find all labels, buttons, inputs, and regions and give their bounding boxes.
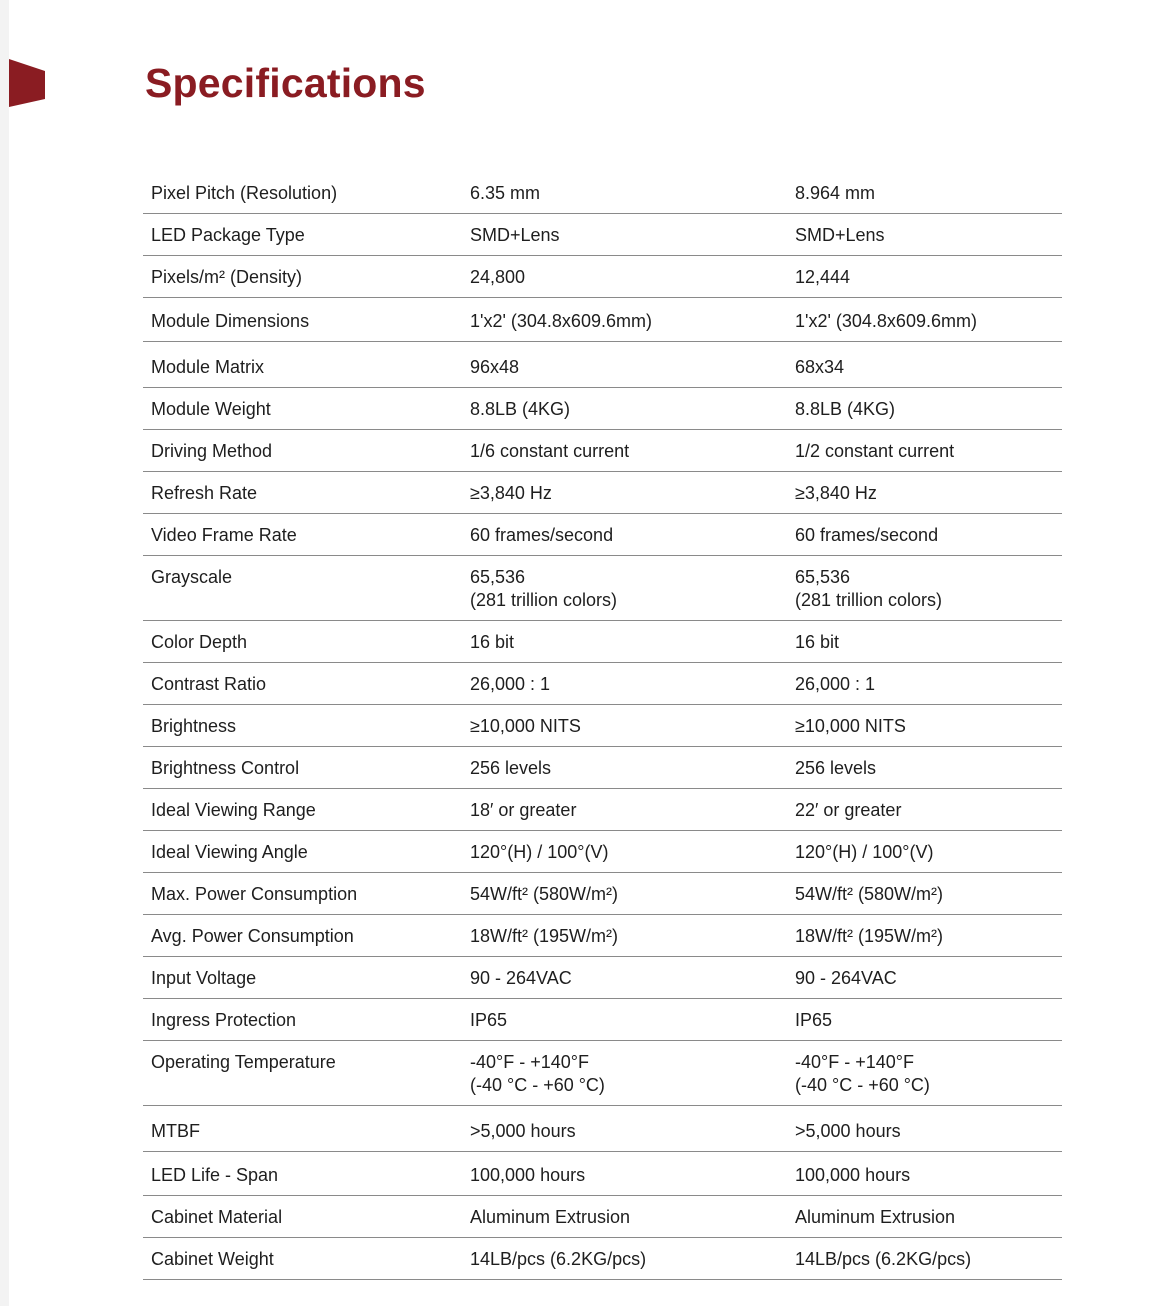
spec-row	[143, 663, 1062, 705]
spec-label: Module Weight	[143, 388, 462, 430]
spec-value-line: 60 frames/second	[470, 525, 614, 545]
spec-value-line: (-40 °C - +60 °C)	[470, 1075, 605, 1095]
spec-value-model-2	[787, 873, 1062, 915]
spec-value-line: 16 bit	[470, 632, 515, 652]
spec-label: Avg. Power Consumption	[143, 915, 462, 957]
spec-value-line: 65,536	[795, 567, 851, 587]
spec-value-model-1	[462, 915, 787, 957]
spec-value-line: 8.964 mm	[795, 183, 876, 203]
spec-label: Module Dimensions	[143, 298, 462, 342]
spec-label: Max. Power Consumption	[143, 873, 462, 915]
spec-value-model-1	[462, 430, 787, 472]
spec-table	[143, 172, 1062, 1280]
spec-label: Brightness	[143, 705, 462, 747]
spec-row	[143, 172, 1062, 214]
spec-label: Ideal Viewing Range	[143, 789, 462, 831]
spec-value-line: (281 trillion colors)	[795, 590, 943, 610]
spec-row	[143, 957, 1062, 999]
spec-label: Pixels/m² (Density)	[143, 256, 462, 298]
spec-value-line: (281 trillion colors)	[470, 590, 618, 610]
spec-label: Driving Method	[143, 430, 462, 472]
spec-value-line: 24,800	[470, 267, 526, 287]
spec-value-model-1	[462, 831, 787, 873]
spec-row	[143, 873, 1062, 915]
spec-row	[143, 789, 1062, 831]
spec-value-line: (-40 °C - +60 °C)	[795, 1075, 930, 1095]
spec-row	[143, 514, 1062, 556]
spec-value-line: Aluminum Extrusion	[470, 1207, 631, 1227]
spec-value-model-2	[787, 1196, 1062, 1238]
spec-value-model-1	[462, 621, 787, 663]
spec-value-line: 256 levels	[470, 758, 552, 778]
spec-row	[143, 621, 1062, 663]
spec-value-line: 18W/ft² (195W/m²)	[795, 926, 944, 946]
spec-value-model-1	[462, 1152, 787, 1196]
spec-label: Contrast Ratio	[143, 663, 462, 705]
spec-value-line: 14LB/pcs (6.2KG/pcs)	[470, 1249, 647, 1269]
spec-label: Ideal Viewing Angle	[143, 831, 462, 873]
spec-label: LED Package Type	[143, 214, 462, 256]
spec-value-model-2	[787, 298, 1062, 342]
page-title: Specifications	[145, 60, 426, 106]
spec-value-line: 100,000 hours	[470, 1165, 586, 1185]
spec-value-line: 8.8LB (4KG)	[795, 399, 896, 419]
spec-row	[143, 1238, 1062, 1280]
page-edge-strip	[0, 0, 9, 1306]
spec-value-line: IP65	[470, 1010, 508, 1030]
spec-value-line: 1'x2' (304.8x609.6mm)	[795, 311, 977, 331]
spec-row	[143, 214, 1062, 256]
spec-value-model-2	[787, 1238, 1062, 1280]
spec-value-model-1	[462, 1041, 787, 1106]
spec-value-model-1	[462, 705, 787, 747]
spec-label: Input Voltage	[143, 957, 462, 999]
spec-row	[143, 1106, 1062, 1152]
spec-row	[143, 342, 1062, 388]
spec-table-body	[143, 172, 1062, 1280]
spec-value-model-2	[787, 342, 1062, 388]
spec-value-model-2	[787, 556, 1062, 621]
spec-value-line: 22′ or greater	[795, 800, 902, 820]
spec-value-line: 12,444	[795, 267, 851, 287]
spec-value-model-2	[787, 663, 1062, 705]
spec-value-line: 18′ or greater	[470, 800, 577, 820]
spec-label: LED Life - Span	[143, 1152, 462, 1196]
spec-row	[143, 999, 1062, 1041]
spec-label: Pixel Pitch (Resolution)	[143, 172, 462, 214]
spec-value-model-1	[462, 256, 787, 298]
spec-value-line: ≥10,000 NITS	[470, 716, 581, 736]
spec-label: Brightness Control	[143, 747, 462, 789]
spec-row	[143, 1152, 1062, 1196]
spec-value-line: Aluminum Extrusion	[795, 1207, 956, 1227]
spec-value-model-1	[462, 172, 787, 214]
spec-value-line: 96x48	[470, 357, 520, 377]
spec-row	[143, 1196, 1062, 1238]
spec-value-model-1	[462, 999, 787, 1041]
spec-value-line: >5,000 hours	[470, 1121, 576, 1141]
spec-value-model-2	[787, 1041, 1062, 1106]
spec-value-line: ≥3,840 Hz	[470, 483, 552, 503]
spec-value-model-1	[462, 663, 787, 705]
spec-label: Grayscale	[143, 556, 462, 621]
spec-row	[143, 831, 1062, 873]
spec-value-line: 120°(H) / 100°(V)	[470, 842, 609, 862]
spec-value-line: 54W/ft² (580W/m²)	[470, 884, 619, 904]
spec-value-model-2	[787, 172, 1062, 214]
spec-value-model-1	[462, 789, 787, 831]
spec-value-line: SMD+Lens	[470, 225, 560, 245]
section-marker-icon	[9, 59, 45, 107]
spec-value-model-2	[787, 1106, 1062, 1152]
spec-value-model-2	[787, 214, 1062, 256]
spec-row	[143, 388, 1062, 430]
spec-row	[143, 256, 1062, 298]
spec-value-model-1	[462, 472, 787, 514]
spec-value-line: 14LB/pcs (6.2KG/pcs)	[795, 1249, 972, 1269]
spec-value-model-2	[787, 705, 1062, 747]
spec-value-model-1	[462, 214, 787, 256]
spec-value-model-1	[462, 1238, 787, 1280]
spec-row	[143, 747, 1062, 789]
spec-value-line: 1'x2' (304.8x609.6mm)	[470, 311, 652, 331]
spec-value-line: 1/6 constant current	[470, 441, 630, 461]
spec-value-line: 90 - 264VAC	[470, 968, 572, 988]
spec-value-line: 100,000 hours	[795, 1165, 911, 1185]
spec-label: Operating Temperature	[143, 1041, 462, 1106]
spec-value-model-2	[787, 472, 1062, 514]
spec-value-model-1	[462, 747, 787, 789]
spec-value-model-1	[462, 1106, 787, 1152]
spec-label: Ingress Protection	[143, 999, 462, 1041]
spec-value-line: >5,000 hours	[795, 1121, 901, 1141]
spec-value-line: 8.8LB (4KG)	[470, 399, 571, 419]
spec-value-line: 65,536	[470, 567, 526, 587]
spec-row	[143, 298, 1062, 342]
spec-value-model-1	[462, 556, 787, 621]
spec-row	[143, 1041, 1062, 1106]
spec-value-model-2	[787, 1152, 1062, 1196]
spec-label: Refresh Rate	[143, 472, 462, 514]
spec-value-line: IP65	[795, 1010, 833, 1030]
spec-row	[143, 430, 1062, 472]
spec-value-model-1	[462, 957, 787, 999]
spec-value-model-2	[787, 831, 1062, 873]
spec-value-model-1	[462, 342, 787, 388]
spec-value-line: 16 bit	[795, 632, 840, 652]
spec-value-line: 26,000 : 1	[795, 674, 876, 694]
spec-value-model-2	[787, 514, 1062, 556]
spec-value-line: 18W/ft² (195W/m²)	[470, 926, 619, 946]
spec-value-line: 54W/ft² (580W/m²)	[795, 884, 944, 904]
spec-value-model-2	[787, 999, 1062, 1041]
spec-value-model-2	[787, 430, 1062, 472]
spec-value-line: 68x34	[795, 357, 845, 377]
spec-value-model-2	[787, 747, 1062, 789]
spec-value-line: ≥10,000 NITS	[795, 716, 906, 736]
spec-value-model-1	[462, 1196, 787, 1238]
spec-label: Video Frame Rate	[143, 514, 462, 556]
spec-value-line: 60 frames/second	[795, 525, 939, 545]
spec-label: Cabinet Material	[143, 1196, 462, 1238]
spec-value-model-2	[787, 388, 1062, 430]
spec-label: Color Depth	[143, 621, 462, 663]
spec-value-line: -40°F - +140°F	[470, 1052, 589, 1072]
spec-value-model-2	[787, 957, 1062, 999]
spec-value-line: 26,000 : 1	[470, 674, 551, 694]
spec-value-line: 256 levels	[795, 758, 877, 778]
spec-label: MTBF	[143, 1106, 462, 1152]
spec-value-model-1	[462, 388, 787, 430]
spec-value-model-2	[787, 256, 1062, 298]
spec-value-line: 120°(H) / 100°(V)	[795, 842, 934, 862]
spec-value-line: ≥3,840 Hz	[795, 483, 877, 503]
spec-value-model-1	[462, 298, 787, 342]
spec-value-model-1	[462, 873, 787, 915]
spec-row	[143, 472, 1062, 514]
spec-value-model-2	[787, 915, 1062, 957]
spec-value-model-1	[462, 514, 787, 556]
spec-row	[143, 705, 1062, 747]
spec-row	[143, 556, 1062, 621]
spec-value-line: 6.35 mm	[470, 183, 541, 203]
spec-value-line: 1/2 constant current	[795, 441, 955, 461]
spec-value-model-2	[787, 789, 1062, 831]
spec-label: Module Matrix	[143, 342, 462, 388]
spec-value-line: SMD+Lens	[795, 225, 885, 245]
spec-value-model-2	[787, 621, 1062, 663]
spec-value-line: 90 - 264VAC	[795, 968, 897, 988]
spec-value-line: -40°F - +140°F	[795, 1052, 914, 1072]
spec-label: Cabinet Weight	[143, 1238, 462, 1280]
spec-row	[143, 915, 1062, 957]
